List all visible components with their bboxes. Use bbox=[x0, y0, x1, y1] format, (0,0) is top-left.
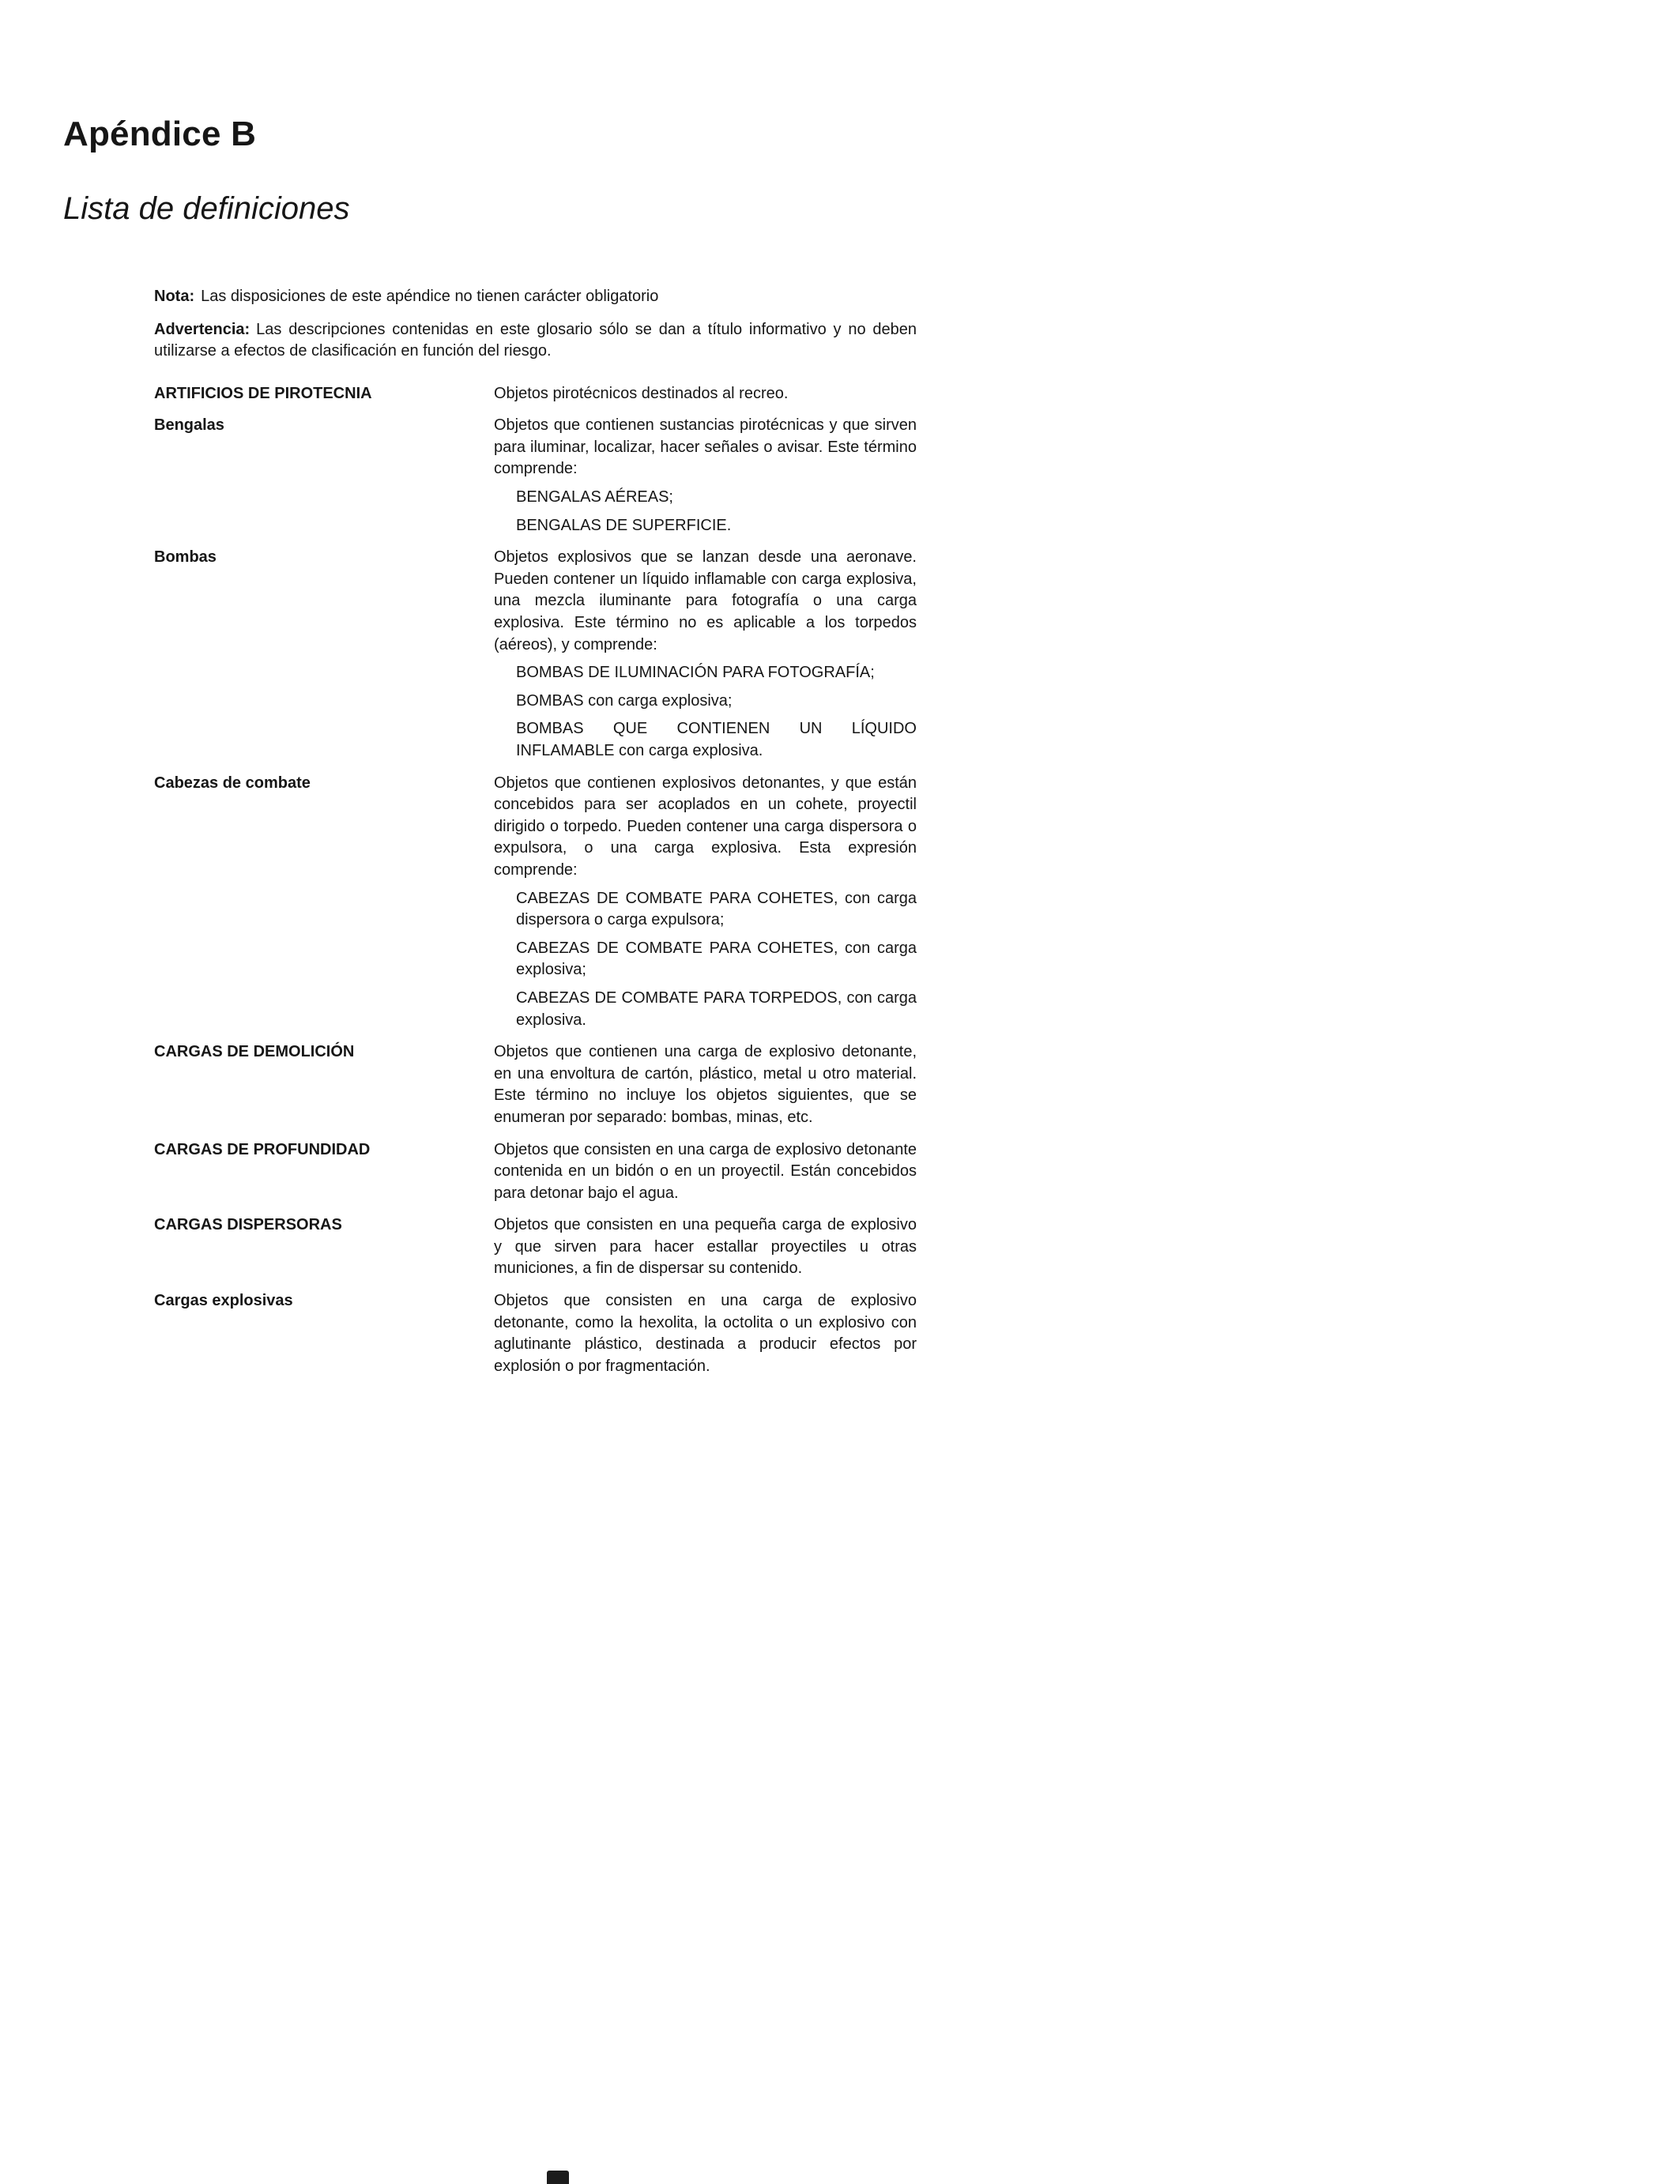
glossary-entry bbox=[154, 547, 917, 762]
glossary-subitem: BOMBAS con carga explosiva; bbox=[516, 691, 733, 710]
glossary-definition-cell bbox=[494, 415, 917, 537]
glossary-definition-cell bbox=[494, 383, 917, 405]
text-block bbox=[154, 286, 917, 1378]
glossary-definition: Objetos que consisten en una pequeña carga de explosivo y que sirven para hacer estallar proyectiles u otras municiones, a fin de dispersar su contenido. bbox=[494, 1216, 917, 1278]
glossary-subitems bbox=[494, 487, 917, 537]
glossary-entry bbox=[154, 1041, 917, 1128]
glossary-definition-cell bbox=[494, 1290, 917, 1377]
glossary-definition-cell bbox=[494, 773, 917, 1032]
glossary-definition: Objetos que contienen sustancias pirotécnicas y que sirven para iluminar, localizar, hacer señales o avisar. Este término comprende: bbox=[494, 416, 917, 478]
glossary-entry bbox=[154, 415, 917, 537]
advertencia-text: Las descripciones contenidas en este glosario sólo se dan a título informativo y no deben utilizarse a efectos de clasificación en función del riesgo. bbox=[154, 320, 917, 360]
glossary-definition-cell bbox=[494, 1214, 917, 1280]
advertencia-label: Advertencia: bbox=[154, 320, 250, 338]
glossary-subitem: BENGALAS AÉREAS; bbox=[516, 488, 673, 506]
page-title: Apéndice B bbox=[63, 115, 257, 153]
glossary-term: ARTIFICIOS DE PIROTECNIA bbox=[154, 384, 372, 402]
glossary-subitem: BENGALAS DE SUPERFICIE. bbox=[516, 516, 732, 534]
glossary-definition: Objetos que contienen explosivos detonantes, y que están concebidos para ser acoplados en un cohete, proyectil dirigido o torpedo. Pueden contener una carga dispersora o expulsora, o una carga explosiva. Esta expresión comprende: bbox=[494, 774, 917, 879]
glossary-entry bbox=[154, 383, 917, 405]
glossary-definition: Objetos explosivos que se lanzan desde una aeronave. Pueden contener un líquido inflamable con carga explosiva, una mezcla iluminante para fotografía o una carga explosiva. Este término no es aplicable a los torpedos (aéreos), y comprende: bbox=[494, 548, 917, 653]
glossary-term: Cabezas de combate bbox=[154, 774, 311, 792]
glossary-term: CARGAS DE PROFUNDIDAD bbox=[154, 1140, 371, 1158]
glossary-term: CARGAS DE DEMOLICIÓN bbox=[154, 1043, 355, 1061]
glossary-term: Cargas explosivas bbox=[154, 1292, 293, 1310]
glossary-subitem: CABEZAS DE COMBATE PARA TORPEDOS, con carga explosiva. bbox=[516, 988, 917, 1029]
nota-text: Las disposiciones de este apéndice no tienen carácter obligatorio bbox=[201, 287, 659, 305]
glossary-definition-cell bbox=[494, 1041, 917, 1128]
glossary-definition-cell bbox=[494, 547, 917, 762]
glossary-entry bbox=[154, 773, 917, 1032]
glossary-entry bbox=[154, 1290, 917, 1377]
glossary-definition-cell bbox=[494, 1139, 917, 1205]
glossary-term: CARGAS DISPERSORAS bbox=[154, 1216, 342, 1234]
glossary-entry bbox=[154, 1214, 917, 1280]
glossary-definition: Objetos que contienen una carga de explosivo detonante, en una envoltura de cartón, plástico, metal u otro material. Este término no incluye los objetos siguientes, que se enumeran por separado: bombas, minas, etc. bbox=[494, 1043, 917, 1126]
page-edge-artifact bbox=[547, 2171, 569, 2184]
glossary-entry bbox=[154, 1139, 917, 1205]
nota-label: Nota: bbox=[154, 287, 195, 305]
glossary-definition: Objetos pirotécnicos destinados al recreo. bbox=[494, 384, 789, 402]
glossary-subitem: BOMBAS QUE CONTIENEN UN LÍQUIDO INFLAMABLE con carga explosiva. bbox=[516, 720, 917, 759]
glossary-definition: Objetos que consisten en una carga de explosivo detonante contenida en un bidón o en un proyectil. Están concebidos para detonar bajo el agua. bbox=[494, 1140, 917, 1202]
glossary-list bbox=[154, 383, 917, 1378]
glossary-term: Bengalas bbox=[154, 416, 224, 435]
glossary-definition: Objetos que consisten en una carga de explosivo detonante, como la hexolita, la octolita o un explosivo con aglutinante plástico, destinada a producir efectos por explosión o por fragmentación. bbox=[494, 1292, 917, 1375]
glossary-subitem: BOMBAS DE ILUMINACIÓN PARA FOTOGRAFÍA; bbox=[516, 664, 875, 682]
glossary-subitem: CABEZAS DE COMBATE PARA COHETES, con carga explosiva; bbox=[516, 939, 917, 979]
glossary-subitem: CABEZAS DE COMBATE PARA COHETES, con carga dispersora o carga expulsora; bbox=[516, 889, 917, 929]
glossary-subitems bbox=[494, 888, 917, 1032]
page-subtitle: Lista de definiciones bbox=[63, 190, 350, 226]
glossary-term: Bombas bbox=[154, 548, 217, 567]
advertencia-paragraph bbox=[154, 319, 917, 363]
glossary-subitems bbox=[494, 662, 917, 762]
nota-paragraph bbox=[154, 286, 917, 308]
